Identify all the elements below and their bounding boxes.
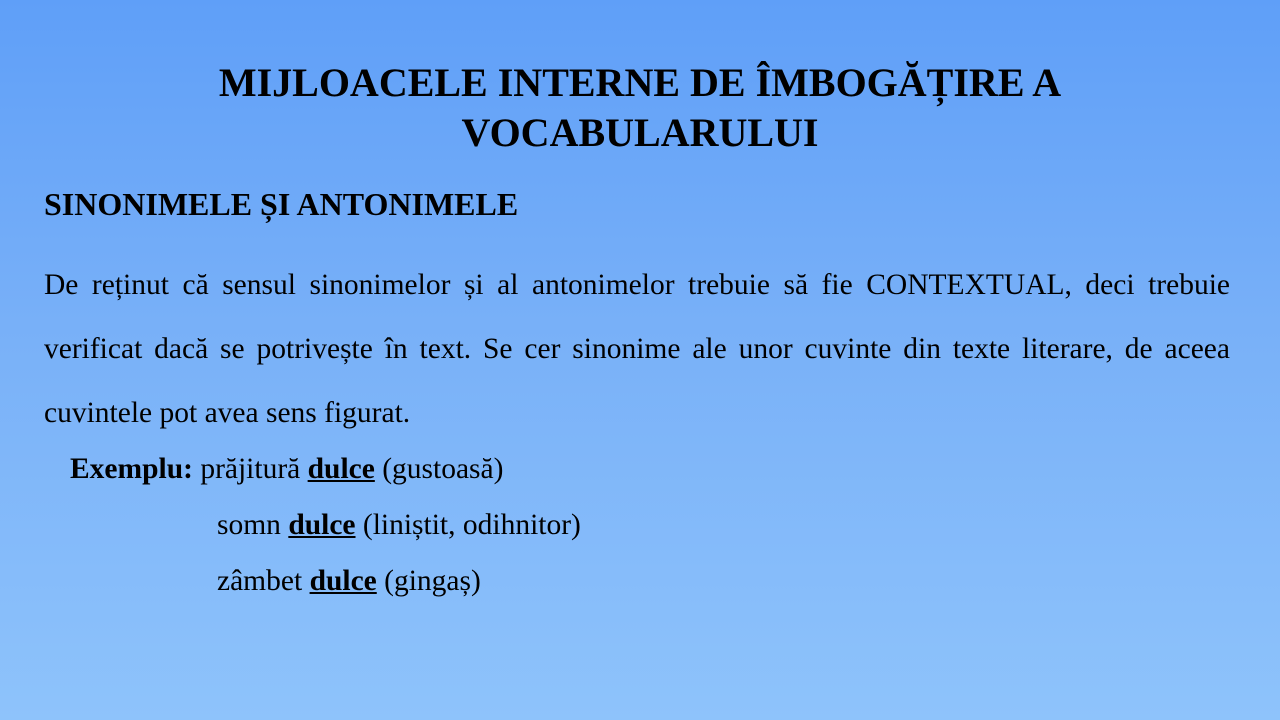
example-row-2 [70, 497, 870, 553]
example-keyword: dulce [288, 509, 356, 541]
slide-title [0, 58, 1280, 158]
section-heading: SINONIMELE ȘI ANTONIMELE [44, 186, 519, 222]
example-word: prăjitură [200, 453, 301, 485]
example-synonym: (liniștit, odihnitor) [362, 509, 581, 541]
example-word: somn [217, 509, 281, 541]
slide-title-line-1: MIJLOACELE INTERNE DE ÎMBOGĂȚIRE A [218, 60, 1062, 105]
example-row-3 [70, 553, 870, 609]
example-keyword: dulce [309, 565, 377, 597]
example-synonym: (gingaș) [384, 565, 481, 597]
example-keyword: dulce [307, 453, 375, 485]
example-word: zâmbet [217, 565, 303, 597]
example-block [70, 441, 870, 609]
example-synonym: (gustoasă) [382, 453, 504, 485]
example-row-1 [70, 441, 870, 497]
slide-title-line-2: VOCABULARULUI [461, 110, 819, 155]
body-paragraph: De reținut că sensul sinonimelor și al antonimelor trebuie să fie CONTEXTUAL, deci trebuie verificat dacă se potrivește în text. Se cer sinonime ale unor cuvinte din texte literare, de aceea cuvintele pot avea sens figurat. [44, 269, 1230, 429]
example-label: Exemplu: [70, 453, 193, 485]
